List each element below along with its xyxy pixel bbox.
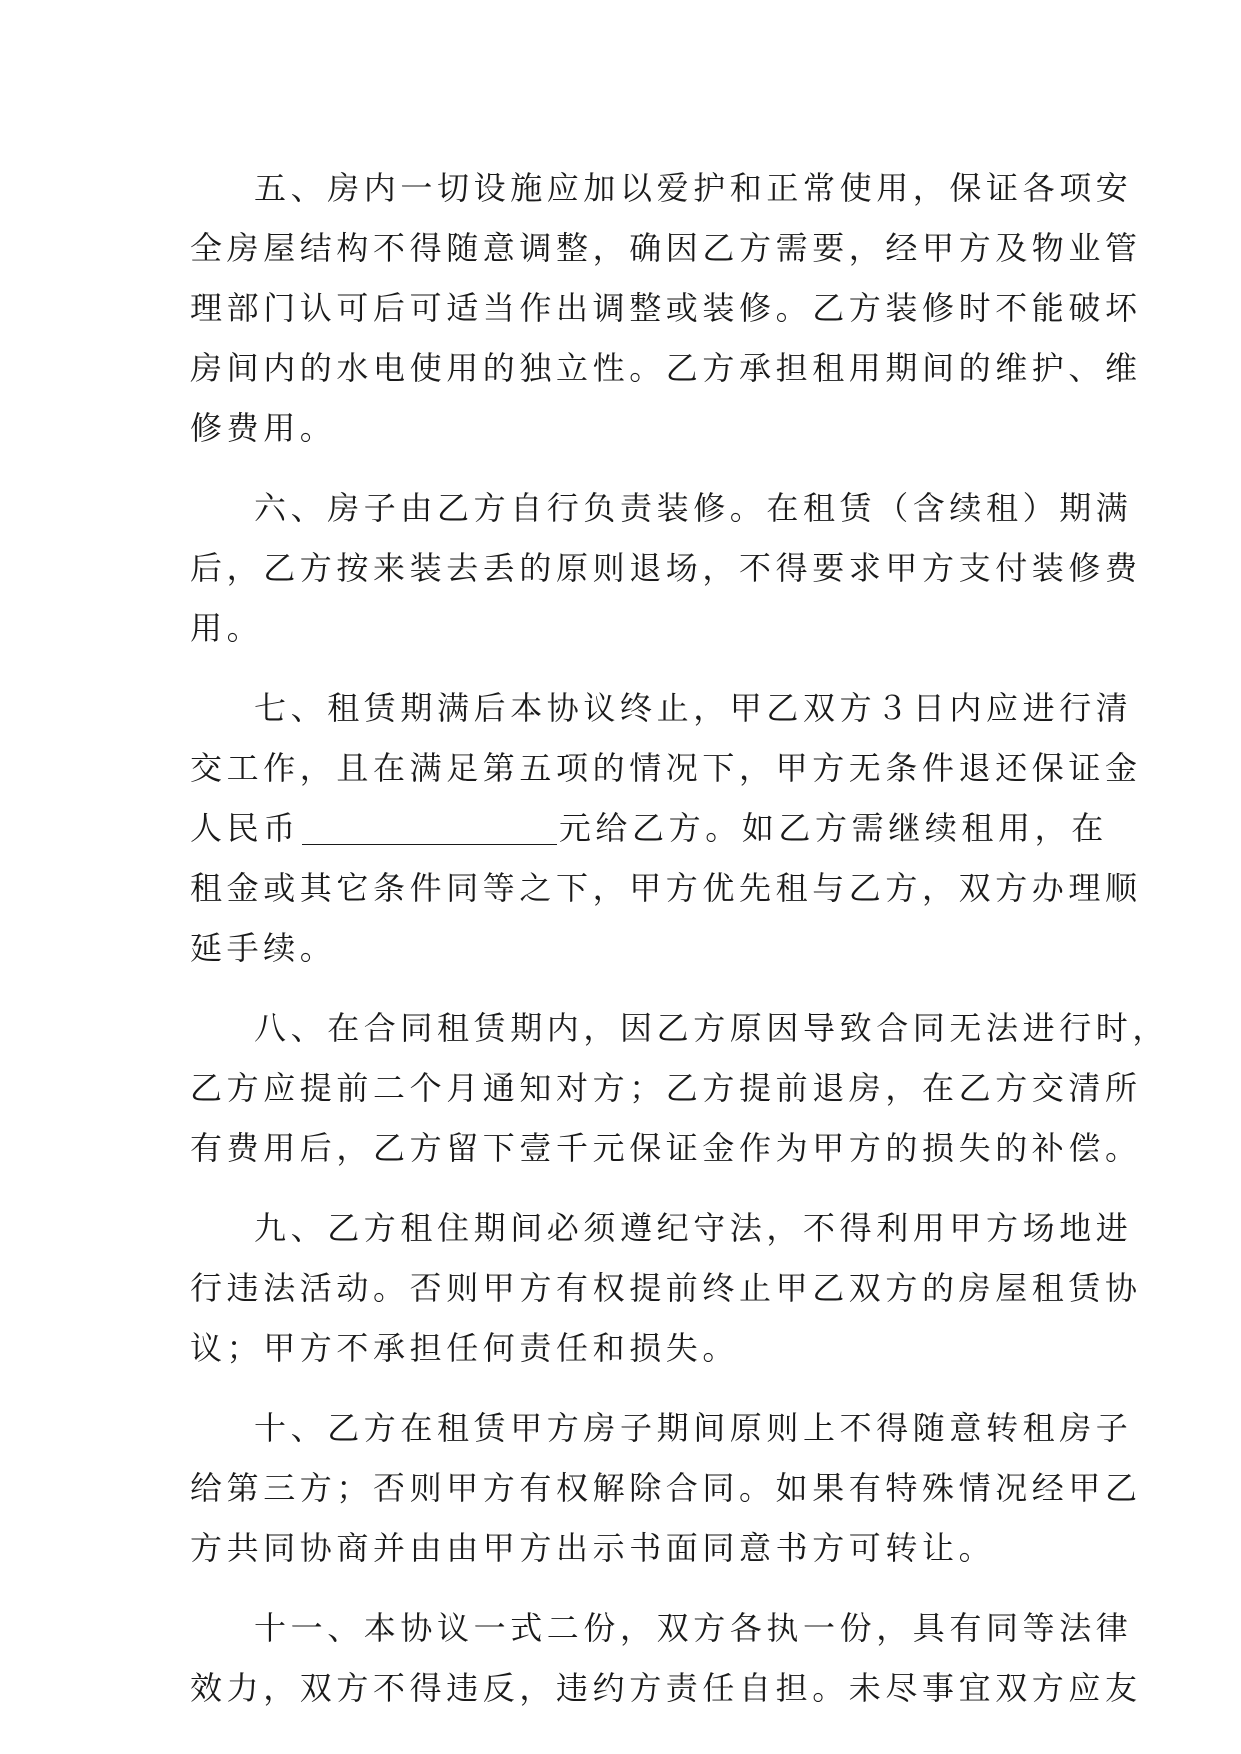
clause-9 — [190, 1198, 1142, 1378]
clause-8 — [190, 998, 1170, 1178]
clause-line: 六、房子由乙方自行负责装修。在租赁（含续租）期满 — [254, 489, 1133, 527]
clause-line: 八、在合同租赁期内，因乙方原因导致合同无法进行时， — [254, 1009, 1170, 1047]
clause-line: 理部门认可后可适当作出调整或装修。乙方装修时不能破坏 — [190, 289, 1142, 327]
clause-line: 方共同协商并由由甲方出示书面同意书方可转让。 — [190, 1529, 996, 1567]
clause-line: 全房屋结构不得随意调整，确因乙方需要，经甲方及物业管 — [190, 229, 1142, 267]
clause-line: 五、房内一切设施应加以爱护和正常使用，保证各项安 — [254, 169, 1133, 207]
clause-line-with-blank — [190, 798, 1108, 858]
clause-11 — [190, 1598, 1142, 1718]
clause-line: 后，乙方按来装去丢的原则退场，不得要求甲方支付装修费 — [190, 549, 1142, 587]
clause-line: 议；甲方不承担任何责任和损失。 — [190, 1329, 740, 1367]
clause-line: 效力，双方不得违反，违约方责任自担。未尽事宜双方应友 — [190, 1669, 1142, 1707]
clause-line: 修费用。 — [190, 409, 337, 447]
clause-line: 乙方应提前二个月通知对方；乙方提前退房，在乙方交清所 — [190, 1069, 1142, 1107]
clause-line: 交工作，且在满足第五项的情况下，甲方无条件退还保证金 — [190, 749, 1142, 787]
clause-line: 十、乙方在租赁甲方房子期间原则上不得随意转租房子 — [254, 1409, 1133, 1447]
contract-body — [190, 158, 1170, 1738]
clause-line: 行违法活动。否则甲方有权提前终止甲乙双方的房屋租赁协 — [190, 1269, 1142, 1307]
clause-line: 十一、本协议一式二份，双方各执一份，具有同等法律 — [254, 1609, 1133, 1647]
clause-line: 有费用后，乙方留下壹千元保证金作为甲方的损失的补偿。 — [190, 1129, 1142, 1167]
clause-6 — [190, 478, 1142, 658]
clause-line: 给第三方；否则甲方有权解除合同。如果有特殊情况经甲乙 — [190, 1469, 1142, 1507]
clause-line: 九、乙方租住期间必须遵纪守法，不得利用甲方场地进 — [254, 1209, 1133, 1247]
clause-7 — [190, 678, 1142, 978]
clause-line: 用。 — [190, 609, 264, 647]
clause-line: 租金或其它条件同等之下，甲方优先租与乙方，双方办理顺 — [190, 869, 1142, 907]
clause-line: 房间内的水电使用的独立性。乙方承担租用期间的维护、维 — [190, 349, 1142, 387]
clause-5 — [190, 158, 1142, 458]
deposit-amount-blank — [302, 810, 557, 845]
clause-10 — [190, 1398, 1142, 1578]
clause-line: 七、租赁期满后本协议终止，甲乙双方３日内应进行清 — [254, 689, 1133, 727]
clause-line: 延手续。 — [190, 929, 337, 967]
deposit-suffix-text: 元给乙方。如乙方需继续租用，在 — [558, 809, 1108, 847]
deposit-prefix-text: 人民币 — [190, 809, 300, 847]
